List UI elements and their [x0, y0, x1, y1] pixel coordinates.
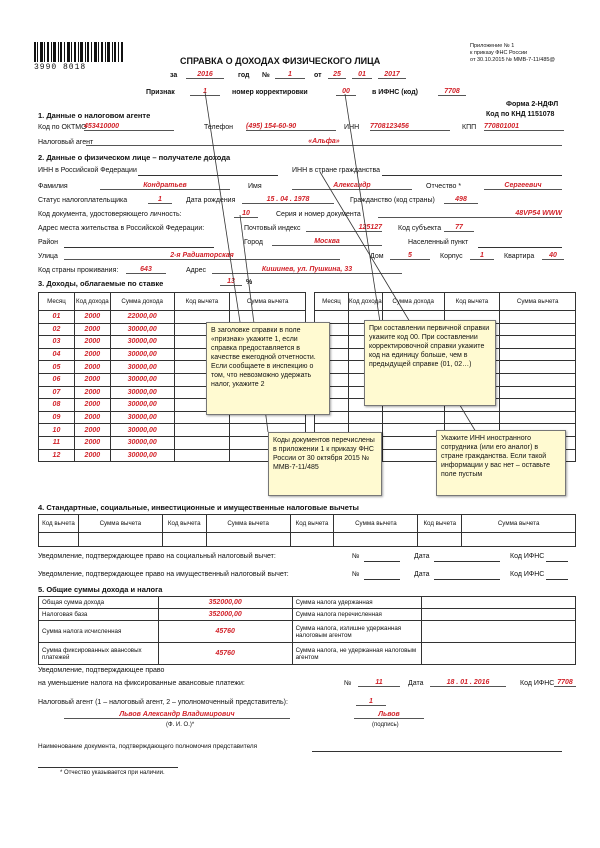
fixed-notice-no-label: №	[344, 680, 352, 687]
phone-label: Телефон	[204, 124, 234, 131]
note-correction: При составлении первичной справки укажите код 00. При составлении корректировочной справки укажите код на единицу больше, чем в предыдущей справке (01, 02…)	[364, 320, 496, 406]
footer-agent-value: 1	[356, 698, 386, 706]
header-day: 25	[328, 71, 346, 79]
zip-value: 125127	[306, 224, 382, 232]
header-za: за	[170, 72, 178, 79]
inn-foreign-label: ИНН в стране гражданства	[292, 167, 381, 174]
country-code-label: Код страны проживания:	[38, 267, 119, 274]
income-sum: 30000,00	[110, 411, 174, 424]
korpus-value: 1	[470, 252, 494, 260]
header-no-label: №	[262, 72, 270, 79]
korr-value: 00	[336, 88, 356, 96]
tax-over-withheld-label: Сумма налога, излишне удержанная налоговым агентом	[292, 621, 422, 643]
income-code: 2000	[74, 436, 110, 449]
totals-table	[38, 596, 576, 665]
income-month: 11	[39, 436, 75, 449]
income-code: 2000	[74, 373, 110, 386]
deduction-code	[174, 424, 230, 437]
appendix-line-2: к приказу ФНС России	[470, 50, 528, 56]
ded-col-code-1: Код вычета	[39, 515, 79, 533]
income-month: 04	[39, 348, 75, 361]
header-god: год	[238, 72, 250, 79]
col-income-code-2: Код дохода	[348, 293, 382, 311]
city-label: Город	[244, 239, 263, 246]
total-income-label: Общая сумма дохода	[39, 597, 159, 609]
deduction-code	[174, 436, 230, 449]
income-sum: 30000,00	[110, 348, 174, 361]
income-code: 2000	[74, 323, 110, 336]
doc-code-value: 10	[234, 210, 258, 218]
income-code: 2000	[74, 386, 110, 399]
income-sum: 30000,00	[110, 361, 174, 374]
col-income-sum: Сумма дохода	[110, 293, 174, 311]
barcode-bars	[34, 42, 124, 62]
income-row	[39, 436, 306, 449]
signer-signature-caption: (подпись)	[372, 722, 399, 728]
social-notice-label: Уведомление, подтверждающее право на социальный налоговый вычет:	[38, 553, 276, 560]
barcode-number: 3990 8018	[34, 63, 87, 72]
status-value: 1	[148, 196, 172, 204]
agent-label: Налоговый агент	[38, 139, 94, 146]
region-code-label: Код субъекта	[398, 225, 442, 232]
deduction-code	[174, 449, 230, 462]
income-month: 02	[39, 323, 75, 336]
status-label: Статус налогоплательщика	[38, 197, 128, 204]
fixed-notice-date: 18 . 01 . 2016	[430, 679, 506, 687]
dob-value: 15 . 04 . 1978	[242, 196, 334, 204]
note-foreign-inn: Укажите ИНН иностранного сотрудника (или его аналог) в стране гражданства. Если такой информации у вас нет – оставьте поле пустым	[436, 430, 566, 496]
property-date-label: Дата	[414, 571, 430, 578]
deductions-table	[38, 514, 576, 547]
col-deduction-code: Код вычета	[174, 293, 230, 311]
col-deduction-sum: Сумма вычета	[230, 293, 306, 311]
income-month: 09	[39, 411, 75, 424]
doc-num-label: Серия и номер документа	[276, 211, 361, 218]
name-label: Имя	[248, 183, 262, 190]
ded-col-code-3: Код вычета	[290, 515, 334, 533]
note-priznak: В заголовке справки в поле «признак» укажите 1, если справка предоставляется в качестве ежегодной отчетности. Если сообщаете в инспекцию о том, что невозможно удержать налог, укажите 2	[206, 322, 330, 415]
section-5-title: 5. Общие суммы дохода и налога	[38, 585, 163, 594]
social-date-label: Дата	[414, 553, 430, 560]
income-month: 06	[39, 373, 75, 386]
col-deduction-sum-2: Сумма вычета	[500, 293, 576, 311]
doc-num-value: 48VP54 WWW	[378, 210, 562, 218]
tax-paid-label: Сумма налога перечисленная	[292, 609, 422, 621]
street-value: 2-я Радиаторская	[64, 252, 340, 260]
section-4-title: 4. Стандартные, социальные, инвестиционные и имущественные налоговые вычеты	[38, 503, 359, 512]
signer-fio: Львов Александр Владимирович	[64, 711, 290, 719]
patronymic-label: Отчество *	[426, 183, 462, 190]
property-no-label: №	[352, 571, 360, 578]
tax-base-label: Налоговая база	[39, 609, 159, 621]
income-sum: 30000,00	[110, 399, 174, 412]
inn-rf-label: ИНН в Российской Федерации	[38, 167, 137, 174]
oktmo-label: Код по ОКТМО	[38, 124, 87, 131]
section-1-title: 1. Данные о налоговом агенте	[38, 111, 151, 120]
surname-label: Фамилия	[38, 183, 68, 190]
income-month: 03	[39, 336, 75, 349]
income-sum: 30000,00	[110, 449, 174, 462]
income-month: 12	[39, 449, 75, 462]
foreign-addr-label: Адрес	[186, 267, 207, 274]
kvartira-label: Квартира	[504, 253, 535, 260]
ifns-value: 7708	[438, 88, 466, 96]
total-income-value: 352000,00	[158, 597, 292, 609]
income-code: 2000	[74, 336, 110, 349]
kpp-label: КПП	[462, 124, 477, 131]
income-row	[39, 449, 306, 462]
income-code: 2000	[74, 424, 110, 437]
district-label: Район	[38, 239, 58, 246]
section-3-title: 3. Доходы, облагаемые по ставке	[38, 279, 164, 288]
income-month: 10	[39, 424, 75, 437]
income-sum: 30000,00	[110, 336, 174, 349]
fixed-notice-line-2: на уменьшение налога на фиксированные авансовые платежи:	[38, 680, 245, 687]
tax-not-withheld-label: Сумма налога, не удержанная налоговым агентом	[292, 643, 422, 665]
house-value: 5	[390, 252, 430, 260]
income-sum: 30000,00	[110, 436, 174, 449]
header-month: 01	[352, 71, 372, 79]
tax-withheld-label: Сумма налога удержанная	[292, 597, 422, 609]
ded-col-sum-1: Сумма вычета	[78, 515, 162, 533]
income-month: 07	[39, 386, 75, 399]
settlement-label: Населенный пункт	[408, 239, 469, 246]
social-no-label: №	[352, 553, 360, 560]
property-ifns-label: Код ИФНС	[510, 571, 545, 578]
representative-doc-label: Наименование документа, подтверждающего полномочия представителя	[38, 743, 258, 750]
signer-fio-caption: (Ф. И. О.)*	[166, 722, 195, 728]
priznak-value: 1	[190, 88, 220, 96]
agent-value: «Альфа»	[86, 138, 562, 146]
country-code-value: 643	[126, 266, 166, 274]
income-month: 05	[39, 361, 75, 374]
street-label: Улица	[38, 253, 58, 260]
income-code: 2000	[74, 399, 110, 412]
income-code: 2000	[74, 449, 110, 462]
ded-col-sum-4: Сумма вычета	[462, 515, 576, 533]
header-number: 1	[275, 71, 305, 79]
rate-value: 13	[220, 278, 242, 286]
col-income-code: Код дохода	[74, 293, 110, 311]
col-month-2: Месяц	[315, 293, 349, 311]
income-code: 2000	[74, 361, 110, 374]
signer-signature: Львов	[354, 711, 424, 719]
fixed-notice-ifns-label: Код ИФНС	[520, 680, 555, 687]
income-month: 08	[39, 399, 75, 412]
citizenship-label: Гражданство (код страны)	[350, 197, 435, 204]
city-value: Москва	[272, 238, 382, 246]
ded-col-sum-2: Сумма вычета	[206, 515, 290, 533]
document-title: СПРАВКА О ДОХОДАХ ФИЗИЧЕСКОГО ЛИЦА	[180, 56, 381, 66]
fixed-notice-no: 11	[358, 679, 400, 687]
ded-col-code-4: Код вычета	[418, 515, 462, 533]
income-code: 2000	[74, 311, 110, 324]
doc-code-label: Код документа, удостоверяющего личность:	[38, 211, 182, 218]
header-year: 2016	[186, 71, 224, 79]
header-yr: 2017	[378, 71, 406, 79]
form-name: Форма 2-НДФЛ	[506, 101, 559, 108]
footer-agent-label: Налоговый агент (1 – налоговый агент, 2 – уполномоченный представитель):	[38, 699, 288, 706]
social-ifns-label: Код ИФНС	[510, 553, 545, 560]
knd-code: Код по КНД 1151078	[486, 111, 555, 118]
priznak-label: Признак	[146, 89, 175, 96]
korpus-label: Корпус	[440, 253, 463, 260]
dob-label: Дата рождения	[186, 197, 236, 204]
agent-inn-value: 7708123456	[370, 123, 450, 131]
income-row-empty	[315, 411, 576, 424]
fixed-notice-ifns: 7708	[554, 679, 576, 687]
header-ot: от	[314, 72, 322, 79]
patronymic-value: Сергеевич	[484, 182, 562, 190]
name-value: Александр	[292, 182, 412, 190]
korr-label: номер корректировки	[232, 89, 308, 96]
address-label: Адрес места жительства в Российской Федерации:	[38, 225, 205, 232]
agent-inn-label: ИНН	[344, 124, 360, 131]
tax-base-value: 352000,00	[158, 609, 292, 621]
fixed-advance-value: 45760	[158, 643, 292, 665]
income-sum: 30000,00	[110, 424, 174, 437]
surname-value: Кондратьев	[100, 182, 230, 190]
phone-value: (495) 154-60-90	[246, 123, 336, 131]
appendix-line-1: Приложение № 1	[470, 43, 515, 49]
property-notice-label: Уведомление, подтверждающее право на имущественный налоговый вычет:	[38, 571, 289, 578]
col-income-sum-2: Сумма дохода	[382, 293, 444, 311]
footnote: * Отчество указывается при наличии.	[60, 770, 165, 776]
fixed-notice-line-1: Уведомление, подтверждающее право	[38, 667, 165, 674]
income-row	[39, 424, 306, 437]
region-code-value: 77	[444, 224, 474, 232]
income-sum: 22000,00	[110, 311, 174, 324]
tax-calculated-label: Сумма налога исчисленная	[39, 621, 159, 643]
income-code: 2000	[74, 411, 110, 424]
note-doc-codes: Коды документов перечислены в приложении 1 к приказу ФНС России от 30 октября 2015 № ММВ-7-11/485	[268, 432, 382, 496]
income-month: 01	[39, 311, 75, 324]
house-label: Дом	[370, 253, 384, 260]
kpp-value: 770801001	[484, 123, 564, 131]
fixed-advance-label: Сумма фиксированных авансовых платежей	[39, 643, 159, 665]
fixed-notice-date-label: Дата	[408, 680, 424, 687]
percent-sign: %	[246, 279, 253, 286]
appendix-note	[470, 43, 555, 64]
ifns-label: в ИФНС (код)	[372, 89, 419, 96]
col-month: Месяц	[39, 293, 75, 311]
kvartira-value: 40	[542, 252, 564, 260]
section-2-title: 2. Данные о физическом лице – получателе дохода	[38, 153, 231, 162]
tax-calculated-value: 45760	[158, 621, 292, 643]
col-deduction-code-2: Код вычета	[444, 293, 500, 311]
income-sum: 30000,00	[110, 386, 174, 399]
foreign-addr-value: Кишинев, ул. Пушкина, 33	[212, 266, 402, 274]
income-sum: 30000,00	[110, 323, 174, 336]
income-code: 2000	[74, 348, 110, 361]
barcode	[34, 42, 124, 70]
ded-col-sum-3: Сумма вычета	[334, 515, 418, 533]
oktmo-value: 453410000	[84, 123, 174, 131]
income-sum: 30000,00	[110, 373, 174, 386]
ded-col-code-2: Код вычета	[162, 515, 206, 533]
appendix-line-3: от 30.10.2015 № ММВ-7-11/485@	[470, 57, 556, 63]
zip-label: Почтовый индекс	[244, 225, 301, 232]
citizenship-value: 498	[444, 196, 478, 204]
